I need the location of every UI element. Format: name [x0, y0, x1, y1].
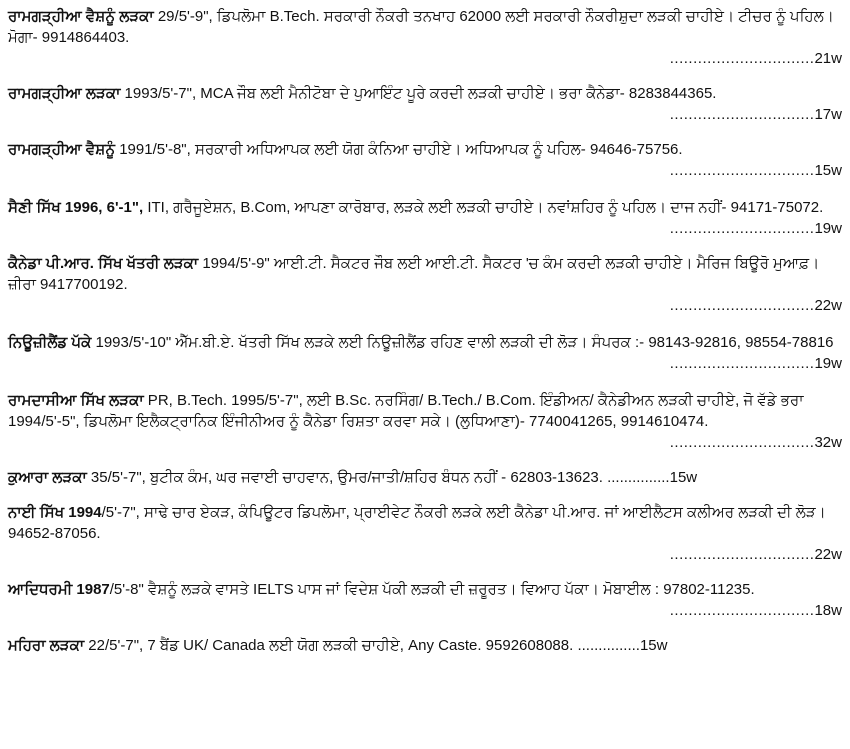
ad-heading: ਰਾਮਗੜ੍ਹੀਆ ਵੈਸ਼ਨੂੰ [8, 141, 116, 158]
ad-code: 19w [814, 220, 842, 237]
ad-code: 21w [814, 50, 842, 67]
matrimonial-ad [8, 139, 842, 181]
ad-heading: ਨਾਈ ਸਿੱਖ 1994 [8, 504, 102, 521]
ad-text [8, 197, 842, 218]
ad-text [8, 83, 842, 104]
matrimonial-ad [8, 635, 842, 656]
ad-body: 1993/5'-10" ਐੱਮ.ਬੀ.ਏ. ਖੱਤਰੀ ਸਿੱਖ ਲੜਕੇ ਲਈ ਨਿਊਜ਼ੀਲੈਂਡ ਰਹਿਣ ਵਾਲੀ ਲੜਕੀ ਦੀ ਲੋੜ। ਸੰਪਰਕ :- 98143-92816, 98554-78816 [91, 334, 834, 351]
ad-body: /5'-8" ਵੈਸ਼ਨੂੰ ਲੜਕੇ ਵਾਸਤੇ IELTS ਪਾਸ ਜਾਂ ਵਿਦੇਸ਼ ਪੱਕੀ ਲੜਕੀ ਦੀ ਜ਼ਰੂਰਤ। ਵਿਆਹ ਪੱਕਾ। ਮੋਬਾਈਲ : 97802-11235. [109, 581, 755, 598]
ad-heading: ਰਾਮਦਾਸੀਆ ਸਿੱਖ ਲੜਕਾ [8, 392, 144, 409]
leader-dots: ............................... [669, 50, 815, 67]
ad-word-count [8, 218, 842, 239]
matrimonial-ad [8, 83, 842, 125]
ad-list [8, 6, 842, 656]
ad-text [8, 502, 842, 544]
ad-body: 22/5'-7", 7 ਬੈਂਡ UK/ Canada ਲਈ ਯੋਗ ਲੜਕੀ ਚਾਹੀਏ, Any Caste. 9592608088. ...............15w [84, 637, 668, 654]
ad-code: 22w [814, 546, 842, 563]
ad-heading: ਰਾਮਗੜ੍ਹੀਆ ਵੈਸ਼ਨੂੰ ਲੜਕਾ [8, 8, 154, 25]
ad-text [8, 6, 842, 48]
matrimonial-ad [8, 390, 842, 453]
ad-heading: ਰਾਮਗੜ੍ਹੀਆ ਲੜਕਾ [8, 85, 121, 102]
leader-dots: ............................... [669, 602, 815, 619]
matrimonial-ad [8, 6, 842, 69]
ad-word-count [8, 544, 842, 565]
ad-body: 1994/5'-9" ਆਈ.ਟੀ. ਸੈਕਟਰ ਜੌਬ ਲਈ ਆਈ.ਟੀ. ਸੈਕਟਰ 'ਚ ਕੰਮ ਕਰਦੀ ਲੜਕੀ ਚਾਹੀਏ। ਮੈਰਿਜ ਬਿਊਰੋ ਮੁਆਫ਼। ਜ਼ੀਰਾ 9417700192. [8, 255, 820, 293]
matrimonial-ad [8, 332, 842, 374]
leader-dots: ............................... [669, 297, 815, 314]
ad-text [8, 579, 842, 600]
ad-word-count [8, 48, 842, 69]
leader-dots: ............................... [669, 106, 815, 123]
ad-body: 1993/5'-7", MCA ਜੌਬ ਲਈ ਮੈਨੀਟੋਬਾ ਦੇ ਪੁਆਇੰਟ ਪੂਰੇ ਕਰਦੀ ਲੜਕੀ ਚਾਹੀਏ। ਭਰਾ ਕੈਨੇਡਾ- 8283844365. [120, 85, 717, 102]
ad-code: 15w [814, 162, 842, 179]
ad-text [8, 332, 842, 353]
ad-body: ITI, ਗਰੈਜੂਏਸ਼ਨ, B.Com, ਆਪਣਾ ਕਾਰੋਬਾਰ, ਲੜਕੇ ਲਈ ਲੜਕੀ ਚਾਹੀਏ। ਨਵਾਂਸ਼ਹਿਰ ਨੂੰ ਪਹਿਲ। ਦਾਜ ਨਹੀਂ- 94171-75072. [143, 199, 824, 216]
ad-heading: ਆਦਿਧਰਮੀ 1987 [8, 581, 110, 598]
leader-dots: ............................... [669, 355, 815, 372]
ad-code: 19w [814, 355, 842, 372]
ad-code: 18w [814, 602, 842, 619]
ad-heading: ਨਿਊਜ਼ੀਲੈਂਡ ਪੱਕੇ [8, 334, 92, 351]
ad-code: 22w [814, 297, 842, 314]
ad-text [8, 253, 842, 295]
ad-word-count [8, 160, 842, 181]
matrimonial-ad [8, 253, 842, 316]
ad-code: 32w [814, 434, 842, 451]
ad-word-count [8, 600, 842, 621]
matrimonial-ad [8, 197, 842, 239]
ad-heading: ਮਹਿਰਾ ਲੜਕਾ [8, 637, 85, 654]
matrimonial-ad [8, 502, 842, 565]
ad-heading: ਕੈਨੇਡਾ ਪੀ.ਆਰ. ਸਿੱਖ ਖੱਤਰੀ ਲੜਕਾ [8, 255, 199, 272]
leader-dots: ............................... [669, 546, 815, 563]
leader-dots: ............................... [669, 220, 815, 237]
ad-word-count [8, 353, 842, 374]
ad-heading: ਕੁਆਰਾ ਲੜਕਾ [8, 469, 87, 486]
ad-text [8, 635, 842, 656]
ad-body: /5'-7", ਸਾਢੇ ਚਾਰ ਏਕੜ, ਕੰਪਿਊਟਰ ਡਿਪਲੋਮਾ, ਪ੍ਰਾਈਵੇਟ ਨੌਕਰੀ ਲੜਕੇ ਲਈ ਕੈਨੇਡਾ ਪੀ.ਆਰ. ਜਾਂ ਆਈਲੈਟਸ ਕਲੀਅਰ ਲੜਕੀ ਦੀ ਲੋੜ। 94652-87056. [8, 504, 826, 542]
matrimonial-ad [8, 579, 842, 621]
ad-text [8, 390, 842, 432]
leader-dots: ............................... [669, 434, 815, 451]
ad-heading: ਸੈਣੀ ਸਿੱਖ 1996, 6'-1", [8, 199, 144, 216]
ad-body: PR, B.Tech. 1995/5'-7", ਲਈ B.Sc. ਨਰਸਿੰਗ/ B.Tech./ B.Com. ਇੰਡੀਅਨ/ ਕੈਨੇਡੀਅਨ ਲੜਕੀ ਚਾਹੀਏ, ਜੋ ਵੱਡੇ ਭਰਾ 1994/5'-5", ਡਿਪਲੋਮਾ ਇਲੈਕਟ੍ਰਾਨਿਕ ਇੰਜੀਨੀਅਰ ਨੂੰ ਕੈਨੇਡਾ ਰਿਸ਼ਤਾ ਕਰਵਾ ਸਕੇ। (ਲੁਧਿਆਣਾ)- 7740041265, 9914610474. [8, 392, 804, 430]
ad-body: 29/5'-9", ਡਿਪਲੋਮਾ B.Tech. ਸਰਕਾਰੀ ਨੌਕਰੀ ਤਨਖਾਹ 62000 ਲਈ ਸਰਕਾਰੀ ਨੌਕਰੀਸ਼ੁਦਾ ਲੜਕੀ ਚਾਹੀਏ। ਟੀਚਰ ਨੂੰ ਪਹਿਲ। ਮੋਗਾ- 9914864403. [8, 8, 834, 46]
leader-dots: ............................... [669, 162, 815, 179]
matrimonial-ad [8, 467, 842, 488]
ad-body: 35/5'-7", ਬੁਟੀਕ ਕੰਮ, ਘਰ ਜਵਾਈ ਚਾਹਵਾਨ, ਉਮਰ/ਜਾਤੀ/ਸ਼ਹਿਰ ਬੰਧਨ ਨਹੀਂ - 62803-13623. ...............15w [86, 469, 698, 486]
ad-word-count [8, 432, 842, 453]
ad-text [8, 139, 842, 160]
ad-body: 1991/5'-8", ਸਰਕਾਰੀ ਅਧਿਆਪਕ ਲਈ ਯੋਗ ਕੰਨਿਆ ਚਾਹੀਏ। ਅਧਿਆਪਕ ਨੂੰ ਪਹਿਲ- 94646-75756. [115, 141, 683, 158]
ad-word-count [8, 104, 842, 125]
ad-text [8, 467, 842, 488]
ad-word-count [8, 295, 842, 316]
ad-code: 17w [814, 106, 842, 123]
